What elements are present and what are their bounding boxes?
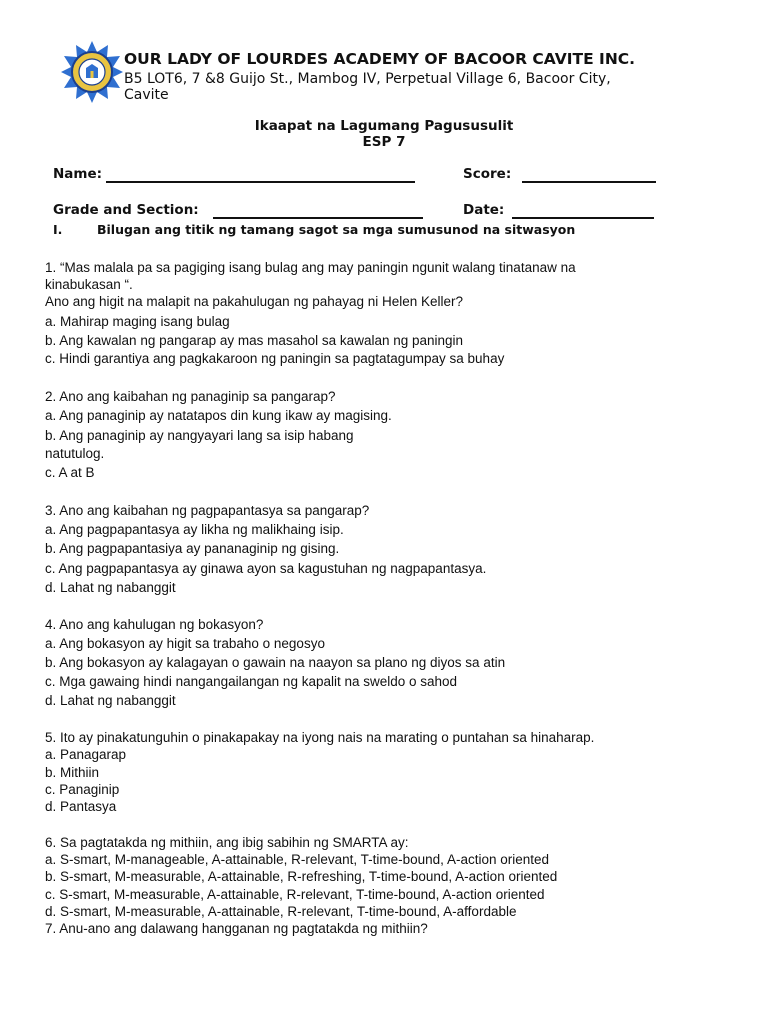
question-2-option-b-cont[interactable]: natutulog. (45, 446, 105, 461)
question-3-prompt: 3. Ano ang kaibahan ng pagpapantasya sa pangarap? (45, 503, 370, 518)
question-4-option-c[interactable]: c. Mga gawaing hindi nangangailangan ng kapalit na sweldo o sahod (45, 674, 458, 689)
question-5-option-a[interactable]: a. Panagarap (45, 747, 127, 762)
question-5-option-c[interactable]: c. Panaginip (45, 782, 120, 797)
question-1-option-b[interactable]: b. Ang kawalan ng pangarap ay mas masahol sa kawalan ng paningin (45, 333, 464, 348)
question-2-option-b[interactable]: b. Ang panaginip ay nangyayari lang sa isip habang (45, 428, 354, 443)
question-6-option-c[interactable]: c. S-smart, M-measurable, A-attainable, R-relevant, T-time-bound, A-action oriented (45, 887, 545, 902)
question-6-option-a[interactable]: a. S-smart, M-manageable, A-attainable, R-relevant, T-time-bound, A-action oriented (45, 852, 550, 867)
date-label: Date: (463, 202, 505, 218)
question-5-option-b[interactable]: b. Mithiin (45, 765, 100, 780)
grade-section-label: Grade and Section: (53, 202, 199, 218)
question-1-option-c[interactable]: c. Hindi garantiya ang pagkakaroon ng paningin sa pagtatagumpay sa buhay (45, 351, 505, 366)
school-name: OUR LADY OF LOURDES ACADEMY OF BACOOR CAVITE INC. (124, 50, 636, 68)
score-field-line[interactable] (522, 181, 656, 183)
question-2-option-a[interactable]: a. Ang panaginip ay natatapos din kung ikaw ay magising. (45, 408, 392, 423)
question-6-prompt: 6. Sa pagtatakda ng mithiin, ang ibig sabihin ng SMARTA ay: (45, 835, 409, 850)
name-label: Name: (53, 166, 103, 182)
question-1-option-a[interactable]: a. Mahirap maging isang bulag (45, 314, 230, 329)
question-4-prompt: 4. Ano ang kahulugan ng bokasyon? (45, 617, 264, 632)
question-3-option-a[interactable]: a. Ang pagpapantasya ay likha ng malikhaing isip. (45, 522, 344, 537)
grade-section-field-line[interactable] (213, 217, 423, 219)
school-address-line1: B5 LOT6, 7 &8 Guijo St., Mambog IV, Perpetual Village 6, Bacoor City, (124, 71, 611, 87)
question-3-option-d[interactable]: d. Lahat ng nabanggit (45, 580, 176, 595)
question-3-option-c[interactable]: c. Ang pagpapantasya ay ginawa ayon sa kagustuhan ng nagpapantasya. (45, 561, 487, 576)
school-address-line2: Cavite (124, 87, 169, 103)
question-6-option-b[interactable]: b. S-smart, M-measurable, A-attainable, R-refreshing, T-time-bound, A-action oriented (45, 869, 558, 884)
instruction-text: Bilugan ang titik ng tamang sagot sa mga sumusunod na sitwasyon (97, 222, 576, 237)
exam-title: Ikaapat na Lagumang Pagususulit (254, 118, 514, 134)
question-4-option-b[interactable]: b. Ang bokasyon ay kalagayan o gawain na naayon sa plano ng diyos sa atin (45, 655, 506, 670)
question-5-option-d[interactable]: d. Pantasya (45, 799, 117, 814)
question-1-prompt: Ano ang higit na malapit na pakahulugan ng pahayag ni Helen Keller? (45, 294, 464, 309)
date-field-line[interactable] (512, 217, 654, 219)
exam-subject: ESP 7 (362, 134, 406, 150)
seal-emblem-door (91, 71, 94, 78)
question-4-option-d[interactable]: d. Lahat ng nabanggit (45, 693, 176, 708)
question-4-option-a[interactable]: a. Ang bokasyon ay higit sa trabaho o negosyo (45, 636, 325, 651)
name-field-line[interactable] (106, 181, 415, 183)
question-2-prompt: 2. Ano ang kaibahan ng panaginip sa pangarap? (45, 389, 336, 404)
question-3-option-b[interactable]: b. Ang pagpapantasiya ay pananaginip ng gising. (45, 541, 340, 556)
question-1-line-2: kinabukasan “. (45, 277, 133, 292)
question-6-option-d[interactable]: d. S-smart, M-measurable, A-attainable, R-relevant, T-time-bound, A-affordable (45, 904, 517, 919)
instruction-number: I. (53, 222, 63, 237)
question-5-prompt: 5. Ito ay pinakatunguhin o pinakapakay na iyong nais na marating o puntahan sa hinaharap. (45, 730, 595, 745)
question-1-line-1: 1. “Mas malala pa sa pagiging isang bulag ang may paningin ngunit walang tinatanaw na (45, 260, 576, 275)
question-7-prompt: 7. Anu-ano ang dalawang hangganan ng pagtatakda ng mithiin? (45, 921, 428, 936)
school-seal-icon (60, 40, 124, 104)
score-label: Score: (463, 166, 512, 182)
question-2-option-c[interactable]: c. A at B (45, 465, 95, 480)
